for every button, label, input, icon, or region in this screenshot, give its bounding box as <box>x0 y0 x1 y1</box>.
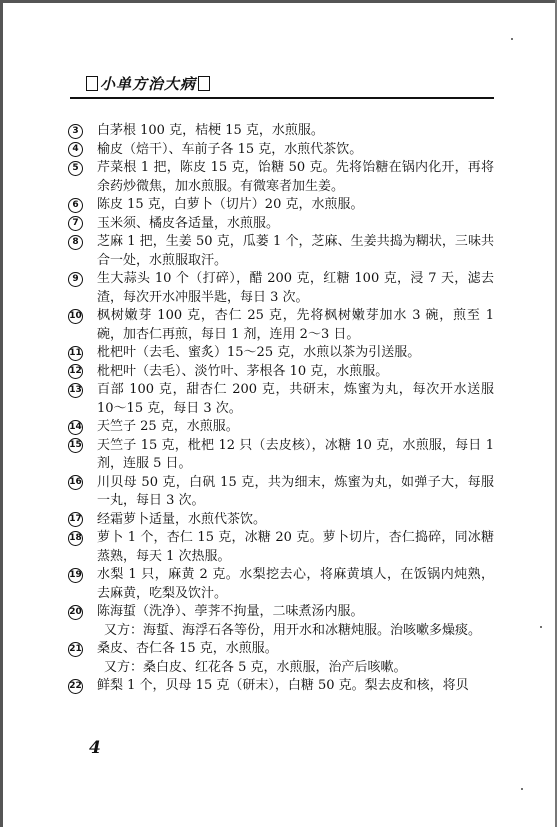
list-item <box>68 381 494 418</box>
list-item <box>68 511 494 530</box>
remedy-text: 水梨 1 只，麻黄 2 克。水梨挖去心，将麻黄填人，在饭锅内炖熟，去麻黄，吃梨及饮汁。 <box>97 567 494 601</box>
circled-number: 10 <box>68 309 83 324</box>
scan-speck <box>511 38 513 40</box>
list-item <box>68 159 494 196</box>
list-item <box>68 215 494 234</box>
circled-number: 22 <box>68 679 83 694</box>
remedy-text: 鲜梨 1 个，贝母 15 克（研末），白糖 50 克。梨去皮和核，将贝 <box>97 678 469 693</box>
header-box-left-icon <box>86 76 98 91</box>
header-title: 小单方治大病 <box>100 75 197 93</box>
circled-number: 13 <box>68 383 83 398</box>
remedy-text: 枫树嫩芽 100 克，杏仁 25 克，先将枫树嫩芽加水 3 碗，煎至 1 碗，加杏仁再煎，每日 1 剂，连用 2～3 日。 <box>97 308 494 342</box>
list-item <box>68 141 494 160</box>
alternate-remedy: 又方：桑白皮、红花各 5 克，水煎服，治产后咳嗽。 <box>104 659 407 675</box>
circled-number: 16 <box>68 475 83 490</box>
remedy-text: 芝麻 1 把，生姜 50 克，瓜蒌 1 个，芝麻、生姜共捣为糊状，三味共合一处，水煎服取汗。 <box>97 234 494 268</box>
circled-number: 5 <box>68 161 83 176</box>
list-item <box>68 437 494 474</box>
list-item <box>68 603 494 622</box>
remedy-text: 玉米须、橘皮各适量，水煎服。 <box>97 215 280 231</box>
list-item <box>68 474 494 511</box>
list-item <box>68 418 494 437</box>
list-item <box>68 640 494 659</box>
list-item <box>68 233 494 270</box>
header-box-right-icon <box>198 76 210 91</box>
remedy-list <box>68 122 494 696</box>
scan-speck <box>521 788 523 790</box>
circled-number: 3 <box>68 124 83 139</box>
remedy-text: 川贝母 50 克，白矾 15 克，共为细末，炼蜜为丸，如弹子大，每服一丸，每日 3 次。 <box>97 474 494 508</box>
circled-number: 19 <box>68 568 83 583</box>
page-number: 4 <box>89 738 101 758</box>
circled-number: 8 <box>68 235 83 250</box>
list-item <box>68 566 494 603</box>
remedy-text: 枇杷叶（去毛）、淡竹叶、茅根各 10 克，水煎服。 <box>97 363 389 379</box>
remedy-text: 生大蒜头 10 个（打碎），醋 200 克，红糖 100 克，浸 7 天，滤去渣，每次开水冲服半匙，每日 3 次。 <box>97 271 494 305</box>
page-border-top <box>0 0 557 3</box>
remedy-text: 白茅根 100 克，桔梗 15 克，水煎服。 <box>97 123 324 138</box>
page-border-left <box>0 0 3 827</box>
remedy-text: 芹菜根 1 把，陈皮 15 克，饴糖 50 克。先将饴糖在锅内化开，再将余药炒微焦，加水煎服。有微寒者加生姜。 <box>97 160 494 194</box>
remedy-text: 桑皮、杏仁各 15 克，水煎服。 <box>97 641 278 656</box>
list-item <box>68 307 494 344</box>
circled-number: 14 <box>68 420 83 435</box>
list-item <box>68 344 494 363</box>
running-header <box>86 73 210 94</box>
remedy-text: 天竺子 25 克，水煎服。 <box>97 419 239 434</box>
remedy-text: 经霜萝卜适量，水煎代茶饮。 <box>97 511 267 527</box>
circled-number: 20 <box>68 605 83 620</box>
scan-speck <box>540 626 542 628</box>
circled-number: 18 <box>68 531 83 546</box>
remedy-text: 萝卜 1 个，杏仁 15 克，冰糖 20 克。萝卜切片，杏仁捣碎，同冰糖蒸熟，每天 1 次热服。 <box>97 530 494 564</box>
circled-number: 7 <box>68 216 83 231</box>
list-item <box>68 529 494 566</box>
circled-number: 12 <box>68 364 83 379</box>
remedy-text: 榆皮（焙干）、车前子各 15 克，水煎代茶饮。 <box>97 141 363 157</box>
alternate-remedy: 又方：海蜇、海浮石各等份，用开水和冰糖炖服。治咳嗽多燥痰。 <box>104 622 482 638</box>
list-item <box>68 196 494 215</box>
circled-number: 6 <box>68 198 83 213</box>
circled-number: 15 <box>68 438 83 453</box>
remedy-text: 陈皮 15 克，白萝卜（切片）20 克，水煎服。 <box>97 197 364 212</box>
header-rule <box>70 97 494 99</box>
circled-number: 21 <box>68 642 83 657</box>
remedy-text: 百部 100 克，甜杏仁 200 克，共研末，炼蜜为丸，每次开水送服 10～15 克，每日 3 次。 <box>97 382 494 416</box>
list-item <box>68 363 494 382</box>
circled-number: 4 <box>68 142 83 157</box>
list-item <box>68 677 494 696</box>
remedy-text: 陈海蜇（洗净）、荸荠不拘量，二味煮汤内服。 <box>97 604 364 619</box>
circled-number: 9 <box>68 272 83 287</box>
list-item <box>68 270 494 307</box>
list-item <box>68 122 494 141</box>
circled-number: 17 <box>68 512 83 527</box>
remedy-text: 枇杷叶（去毛、蜜炙）15～25 克，水煎以茶为引送服。 <box>97 345 421 360</box>
circled-number: 11 <box>68 346 83 361</box>
remedy-text: 天竺子 15 克，枇杷 12 只（去皮核），冰糖 10 克，水煎服，每日 1 剂，连服 5 日。 <box>97 437 494 471</box>
